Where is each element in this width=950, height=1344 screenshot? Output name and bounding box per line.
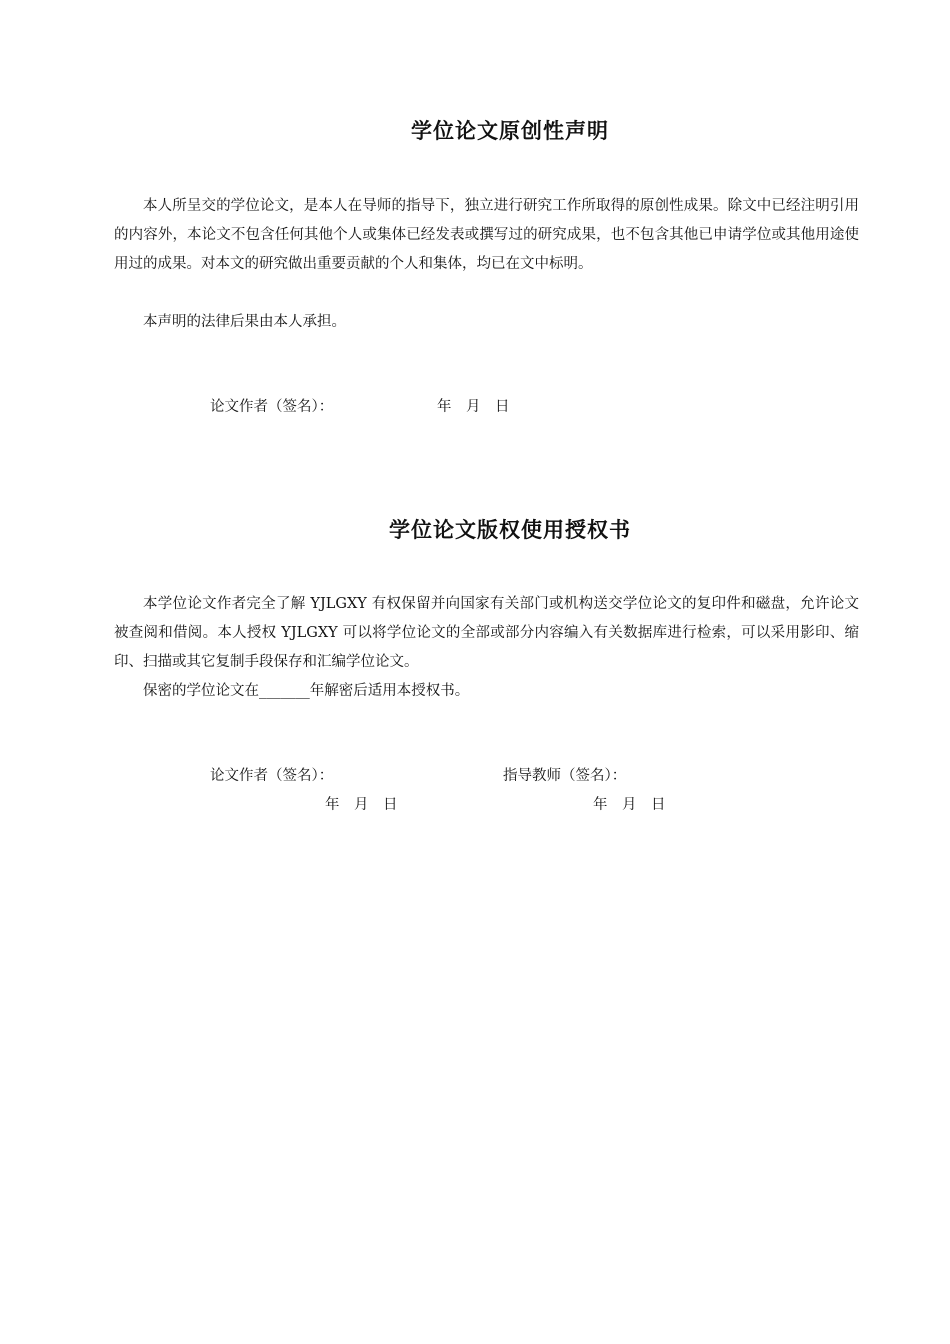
author-signature-label-2: 论文作者（签名）： xyxy=(210,768,334,784)
signature-date-label: 年 月 日 xyxy=(437,399,510,415)
advisor-signature-label: 指导教师（签名）： xyxy=(503,768,627,784)
confidential-thesis-statement: 保密的学位论文在_______年解密后适用本授权书。 xyxy=(143,683,470,699)
legal-consequence-statement: 本声明的法律后果由本人承担。 xyxy=(143,314,346,330)
advisor-date-label: 年 月 日 xyxy=(593,797,666,813)
copyright-authorization-title: 学位论文版权使用授权书 xyxy=(389,518,631,542)
author-signature-label: 论文作者（签名）： xyxy=(210,399,334,415)
copyright-authorization-body: 本学位论文作者完全了解 YJLGXY 有权保留并向国家有关部门或机构送交学位论文的复印件和磁盘，允许论文被查阅和借阅。本人授权 YJLGXY 可以将学位论文的全部或部分内容编入有关数据库进行检索，可以采用影印、缩印、扫描或其它复制手段保存和汇编学位论文。 xyxy=(114,596,859,670)
author-date-label: 年 月 日 xyxy=(325,797,398,813)
originality-declaration-body: 本人所呈交的学位论文，是本人在导师的指导下，独立进行研究工作所取得的原创性成果。除文中已经注明引用的内容外，本论文不包含任何其他个人或集体已经发表或撰写过的研究成果，也不包含其他已申请学位或其他用途使用过的成果。对本文的研究做出重要贡献的个人和集体，均已在文中标明。 xyxy=(114,198,859,272)
originality-declaration-title: 学位论文原创性声明 xyxy=(411,119,609,143)
